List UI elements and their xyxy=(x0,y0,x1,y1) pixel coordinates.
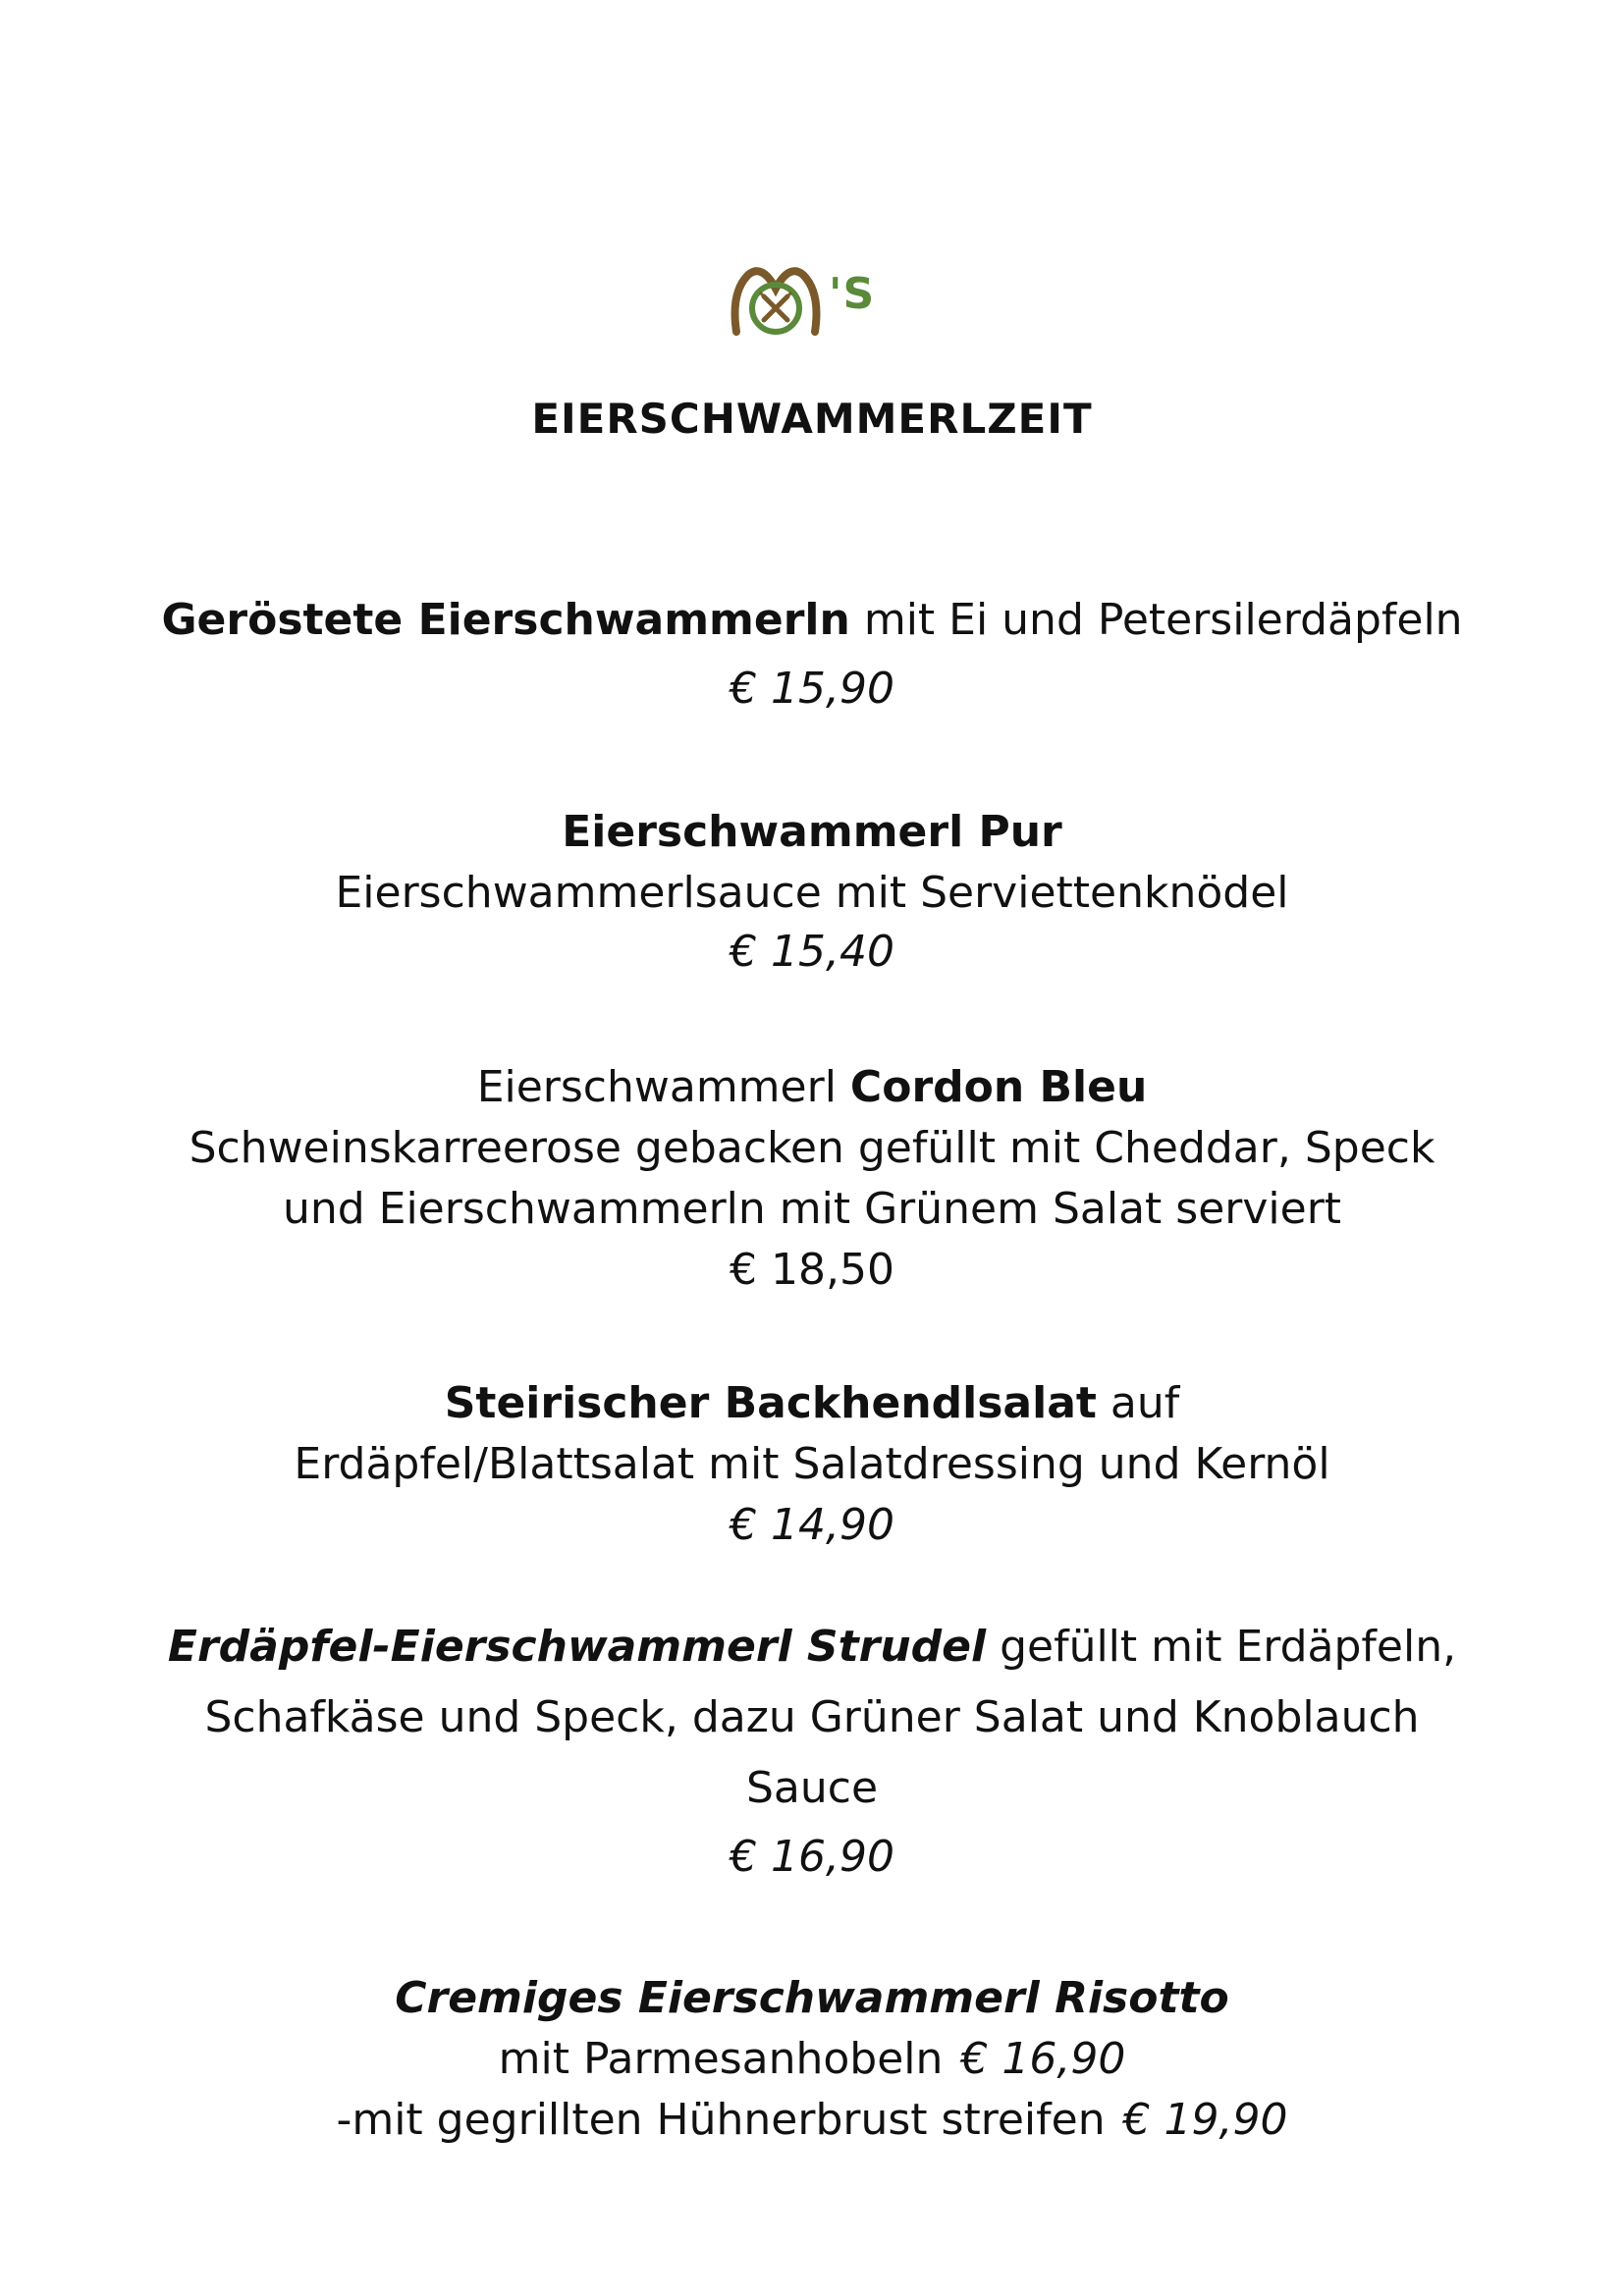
item-1-price: € 15,90 xyxy=(730,664,894,714)
item-3-price: € 18,50 xyxy=(730,1245,894,1295)
page-title: EIERSCHWAMMERLZEIT xyxy=(531,395,1093,443)
item-5-price: € 16,90 xyxy=(730,1832,894,1882)
item-4-name-rest: auf xyxy=(1096,1378,1180,1428)
item-4-description: Erdäpfel/Blattsalat mit Salatdressing und Kernöl xyxy=(294,1439,1330,1489)
item-1-title xyxy=(0,591,1624,650)
logo-text: 'S xyxy=(829,269,876,319)
item-5-name: Erdäpfel-Eierschwammerl Strudel xyxy=(167,1622,987,1672)
item-3-name-prefix: Eierschwammerl xyxy=(476,1062,850,1112)
item-4-price: € 14,90 xyxy=(730,1500,894,1550)
item-1-name: Geröstete Eierschwammerln xyxy=(161,595,850,645)
item-5-description-1: Schafkäse und Speck, dazu Grüner Salat und Knoblauch xyxy=(204,1692,1420,1742)
item-5-title xyxy=(0,1618,1624,1677)
item-2-name: Eierschwammerl Pur xyxy=(562,807,1062,857)
fork-knife-logo-icon xyxy=(727,253,825,342)
item-4-name: Steirischer Backhendlsalat xyxy=(444,1378,1097,1428)
item-4-title xyxy=(0,1374,1624,1433)
item-2-price: € 15,40 xyxy=(730,927,894,977)
item-6-option-2-price: € 19,90 xyxy=(1122,2095,1288,2145)
item-3-description-1: Schweinskarreerose gebacken gefüllt mit Cheddar, Speck xyxy=(189,1123,1435,1173)
item-5-name-rest: gefüllt mit Erdäpfeln, xyxy=(986,1622,1457,1672)
item-3-description-2: und Eierschwammerln mit Grünem Salat serviert xyxy=(282,1184,1342,1234)
item-3-title xyxy=(0,1058,1624,1117)
item-6-option-2 xyxy=(0,2091,1624,2150)
item-3-name: Cordon Bleu xyxy=(849,1062,1148,1112)
item-5-description-2: Sauce xyxy=(745,1763,879,1813)
item-2-description: Eierschwammerlsauce mit Serviettenknödel xyxy=(335,868,1289,918)
restaurant-logo xyxy=(727,253,903,342)
item-6-option-1 xyxy=(0,2030,1624,2089)
item-6-name: Cremiges Eierschwammerl Risotto xyxy=(395,1973,1229,2023)
item-1-name-rest: mit Ei und Petersilerdäpfeln xyxy=(849,595,1463,645)
item-6-option-2-text: -mit gegrillten Hühnerbrust streifen xyxy=(336,2095,1106,2145)
item-6-option-1-price: € 16,90 xyxy=(960,2034,1126,2084)
item-6-option-1-text: mit Parmesanhobeln xyxy=(498,2034,944,2084)
